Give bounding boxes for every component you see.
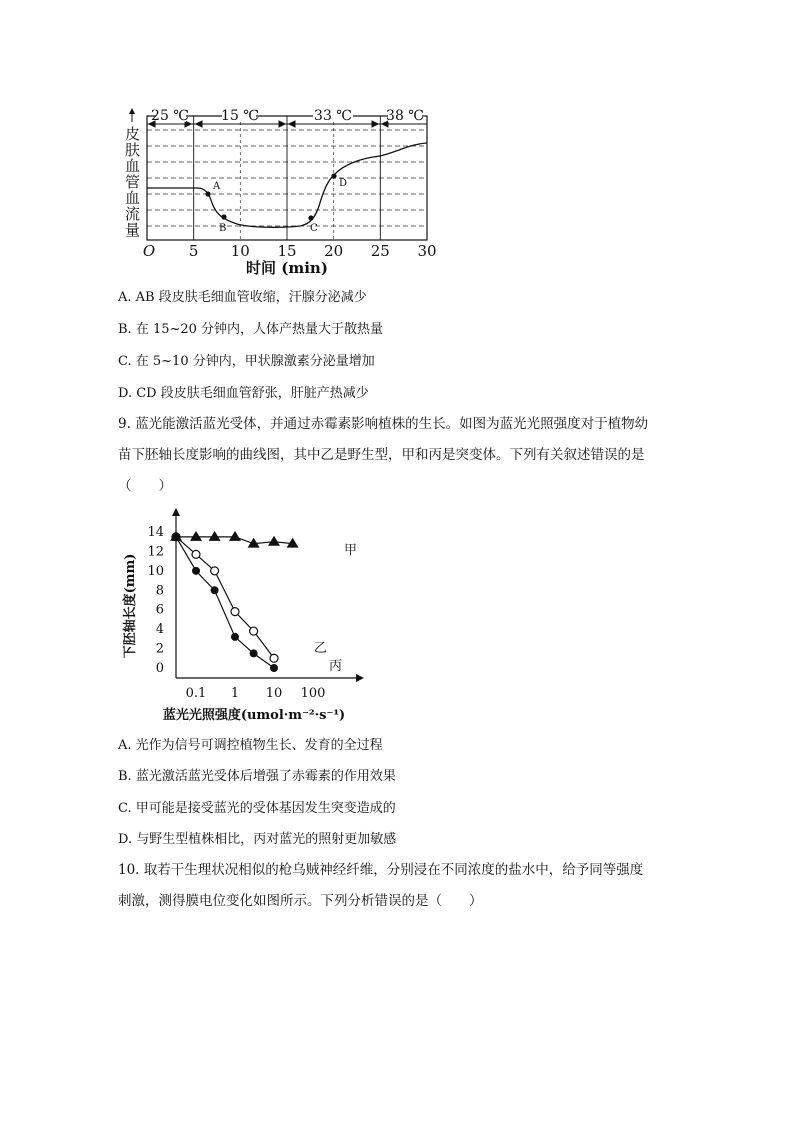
y-tick-label: 4: [155, 622, 164, 638]
point-b-label: B: [219, 223, 227, 234]
y-axis-label: 皮肤血管血流量: [123, 126, 141, 238]
y-tick-label: 6: [155, 602, 164, 618]
x-tick-15: 15: [277, 242, 297, 260]
point-d-label: D: [339, 178, 348, 189]
blood-flow-figure: [112, 100, 442, 280]
chart-y-axis-label: 下胚轴长度(mm): [123, 553, 138, 659]
segment-label-1: 25 ℃: [151, 108, 189, 124]
triangle-marker: [229, 531, 241, 541]
open-circle-marker: [270, 654, 278, 662]
y-tick-label: 2: [155, 641, 164, 657]
filled-circle-marker: [250, 649, 258, 657]
hypocotyl-chart: [118, 506, 378, 728]
q10-stem-line2: 刺激，测得膜电位变化如图所示。下列分析错误的是（ ）: [118, 893, 483, 909]
q9-stem-line1: 9. 蓝光能激活蓝光受体，并通过赤霉素影响植株的生长。如图为蓝光光照强度对于植物幼: [118, 416, 649, 432]
q8-option-a: A. AB 段皮肤毛细血管收缩，汗腺分泌减少: [118, 290, 367, 305]
point-b: [221, 214, 226, 219]
x-tick-5: 5: [188, 242, 199, 260]
x-axis-label: 时间 (min): [246, 259, 328, 277]
q9-stem-line2: 苗下胚轴长度影响的曲线图，其中乙是野生型，甲和丙是突变体。下列有关叙述错误的是: [118, 447, 645, 463]
chart-x-axis-label: 蓝光光照强度(umol·m⁻²·s⁻¹): [162, 708, 346, 723]
segment-label-2: 15 ℃: [221, 108, 259, 124]
x-tick-label: 1: [230, 686, 240, 701]
q9-answer-paren: （ ）: [118, 478, 172, 494]
point-a-label: A: [213, 181, 221, 192]
point-c-label: C: [310, 223, 318, 234]
filled-circle-marker: [172, 533, 180, 541]
x-axis-arrow: [356, 674, 364, 682]
open-circle-marker: [231, 608, 239, 616]
y-tick-label: 10: [147, 563, 164, 579]
q10-stem-line1: 10. 取若干生理状况相似的枪乌贼神经纤维，分别浸在不同浓度的盐水中，给予同等强度: [118, 862, 644, 878]
segment-label-4: 38 ℃: [386, 108, 424, 124]
x-tick-20: 20: [324, 242, 344, 260]
x-tick-10: 10: [230, 242, 250, 260]
segment-label-3: 33 ℃: [314, 108, 352, 124]
series-line: [176, 537, 274, 658]
y-axis-arrow: [172, 508, 180, 516]
legend-jia: 甲: [344, 543, 358, 558]
y-tick-label: 14: [147, 525, 164, 540]
point-a: [205, 191, 210, 196]
origin-label: O: [142, 242, 156, 260]
q9-option-d: D. 与野生型植株相比，丙对蓝光的照射更加敏感: [118, 832, 397, 847]
q9-option-b: B. 蓝光激活蓝光受体后增强了赤霉素的作用效果: [118, 769, 396, 784]
triangle-marker: [209, 531, 221, 541]
point-c: [308, 215, 313, 220]
open-circle-marker: [192, 550, 200, 558]
point-d: [331, 173, 336, 178]
filled-circle-marker: [192, 567, 200, 575]
series-line: [176, 537, 274, 668]
q9-option-a: A. 光作为信号可调控植物生长、发育的全过程: [118, 738, 383, 753]
open-circle-marker: [250, 627, 258, 635]
triangle-marker: [268, 536, 280, 546]
x-tick-label: 0.1: [185, 686, 207, 701]
triangle-marker: [190, 531, 202, 541]
q8-option-d: D. CD 段皮肤毛细血管舒张，肝脏产热减少: [118, 386, 369, 401]
legend-bing: 丙: [329, 659, 343, 674]
x-tick-30: 30: [417, 242, 437, 260]
legend-yi: 乙: [314, 641, 328, 656]
q8-option-b: B. 在 15~20 分钟内，人体产热量大于散热量: [118, 322, 384, 337]
x-tick-label: 100: [300, 686, 326, 701]
filled-circle-marker: [270, 664, 278, 672]
x-tick-25: 25: [370, 242, 390, 260]
x-tick-label: 10: [265, 686, 283, 701]
filled-circle-marker: [231, 633, 239, 641]
q8-option-c: C. 在 5~10 分钟内，甲状腺激素分泌量增加: [118, 354, 375, 369]
q9-option-c: C. 甲可能是接受蓝光的受体基因发生突变造成的: [118, 801, 396, 816]
filled-circle-marker: [211, 586, 219, 594]
y-tick-label: 0: [155, 661, 164, 676]
open-circle-marker: [211, 567, 219, 575]
y-tick-label: 12: [147, 544, 164, 560]
y-tick-label: 8: [155, 583, 164, 599]
